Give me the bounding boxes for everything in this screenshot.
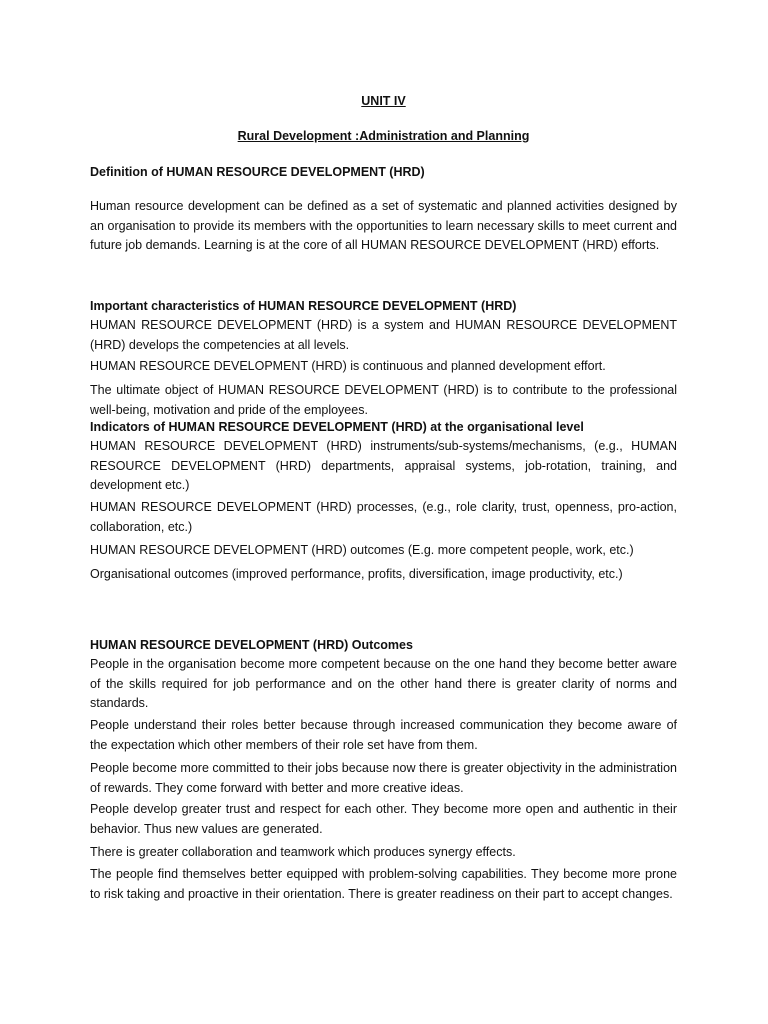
document-subtitle: Rural Development :Administration and Planning <box>237 129 530 143</box>
outcome-paragraph: People in the organisation become more competent because on the one hand they become better aware of the skills required for job performance and on the other hand there is greater clarity of norms and standards. <box>90 657 677 710</box>
indicator-paragraph: HUMAN RESOURCE DEVELOPMENT (HRD) instruments/sub-systems/mechanisms, (e.g., HUMAN RESOURCE DEVELOPMENT (HRD) departments, appraisal systems, job-rotation, training, and development etc.) <box>90 439 677 492</box>
unit-title: UNIT IV <box>361 94 406 108</box>
outcome-paragraph: People understand their roles better because through increased communication they become aware of the expectation which other members of their role set have from them. <box>90 718 677 752</box>
indicator-paragraph: HUMAN RESOURCE DEVELOPMENT (HRD) processes, (e.g., role clarity, trust, openness, pro-action, collaboration, etc.) <box>90 500 677 534</box>
characteristic-paragraph: HUMAN RESOURCE DEVELOPMENT (HRD) is continuous and planned development effort. <box>90 359 606 373</box>
section-heading-indicators: Indicators of HUMAN RESOURCE DEVELOPMENT (HRD) at the organisational level <box>90 420 584 434</box>
section-heading-definition: Definition of HUMAN RESOURCE DEVELOPMENT (HRD) <box>90 165 425 179</box>
document-page <box>90 0 677 1024</box>
indicator-paragraph: HUMAN RESOURCE DEVELOPMENT (HRD) outcomes (E.g. more competent people, work, etc.) <box>90 543 634 557</box>
characteristic-paragraph: The ultimate object of HUMAN RESOURCE DEVELOPMENT (HRD) is to contribute to the professional well-being, motivation and pride of the employees. <box>90 383 677 417</box>
section-heading-outcomes: HUMAN RESOURCE DEVELOPMENT (HRD) Outcomes <box>90 638 413 652</box>
section-heading-characteristics: Important characteristics of HUMAN RESOURCE DEVELOPMENT (HRD) <box>90 299 517 313</box>
outcome-paragraph: People develop greater trust and respect for each other. They become more open and authentic in their behavior. Thus new values are generated. <box>90 802 677 836</box>
indicator-paragraph: Organisational outcomes (improved performance, profits, diversification, image productivity, etc.) <box>90 567 623 581</box>
outcome-paragraph: People become more committed to their jobs because now there is greater objectivity in the administration of rewards. They come forward with better and more creative ideas. <box>90 761 677 795</box>
outcome-paragraph: There is greater collaboration and teamwork which produces synergy effects. <box>90 845 516 859</box>
definition-paragraph: Human resource development can be defined as a set of systematic and planned activities designed by an organisation to provide its members with the opportunities to learn necessary skills to meet current and future job demands. Learning is at the core of all HUMAN RESOURCE DEVELOPMENT (HRD) efforts. <box>90 199 677 252</box>
outcome-paragraph: The people find themselves better equipped with problem-solving capabilities. They become more prone to risk taking and proactive in their orientation. There is greater readiness on their part to accept changes. <box>90 867 677 901</box>
characteristic-paragraph: HUMAN RESOURCE DEVELOPMENT (HRD) is a system and HUMAN RESOURCE DEVELOPMENT (HRD) develops the competencies at all levels. <box>90 318 677 352</box>
